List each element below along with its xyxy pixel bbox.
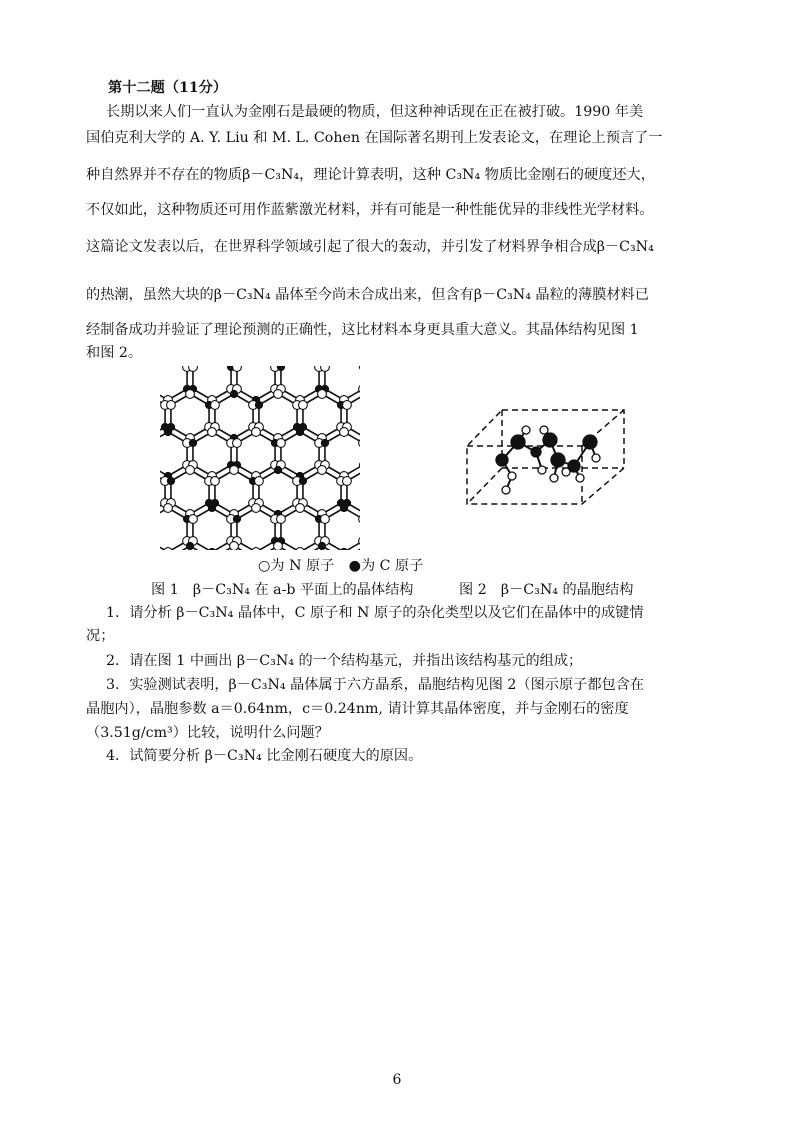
n-atom [522, 426, 530, 434]
c-atom [321, 439, 328, 446]
c-atom [208, 504, 215, 511]
figure-2-caption: 图 2 β－C₃N₄ 的晶胞结构 [459, 582, 634, 598]
question-line: 3．实验测试表明，β－C₃N₄ 晶体属于六方晶系，晶胞结构见图 2（图示原子都包含在 [106, 677, 645, 693]
n-atom [230, 542, 239, 550]
n-atom [592, 454, 600, 462]
c-atom [274, 466, 281, 473]
paragraph-line: 和图 2。 [86, 345, 143, 361]
n-atom [502, 486, 510, 494]
n-atom [252, 504, 261, 513]
c-atom [255, 401, 262, 408]
n-atom [274, 542, 283, 550]
n-atom [274, 390, 283, 399]
question-line: 4．试简要分析 β－C₃N₄ 比金刚石硬度大的原因。 [106, 748, 423, 764]
c-atom [511, 435, 525, 449]
n-atom [164, 504, 173, 513]
n-atom [318, 466, 327, 475]
c-atom [531, 447, 541, 457]
n-atom [189, 366, 198, 371]
n-atom [508, 472, 516, 480]
n-atom [233, 439, 242, 448]
c-atom [340, 504, 347, 511]
paragraph-line: 长期以来人们一直认为金刚石是最硬的物质，但这种神话现在正在被打破。1990 年美 [106, 104, 644, 120]
figure-legend: ○为 N 原子 ●为 C 原子 [258, 558, 424, 574]
n-atom [189, 515, 198, 524]
c-atom [230, 390, 237, 397]
n-atom [321, 366, 330, 371]
c-atom [277, 366, 284, 371]
c-atom [296, 428, 303, 435]
c-atom [583, 435, 597, 449]
question-line: 晶胞内），晶胞参数 a＝0.64nm，c＝0.24nm, 请计算其晶体密度，并与金刚石的密度 [86, 701, 629, 717]
n-atom [186, 466, 195, 475]
figure-1-caption: 图 1 β－C₃N₄ 在 a-b 平面上的晶体结构 [151, 582, 414, 598]
figure-2-unit-cell [462, 400, 632, 510]
n-atom [211, 401, 220, 410]
c-atom [208, 548, 215, 550]
n-atom [296, 548, 305, 550]
figure-1-lattice [160, 366, 360, 550]
question-line: 2．请在图 1 中画出 β－C₃N₄ 的一个结构基元，并指出该结构基元的组成； [106, 653, 583, 669]
n-atom [252, 428, 261, 437]
n-atom [208, 428, 217, 437]
c-atom [551, 453, 565, 467]
c-atom [299, 477, 306, 484]
n-atom [540, 426, 548, 434]
question-line: （3.51g/cm³）比较，说明什么问题？ [86, 725, 329, 741]
paragraph-line: 种自然界并不存在的物质β－C₃N₄，理论计算表明，这种 C₃N₄ 物质比金刚石的硬度还大， [86, 167, 655, 183]
c-atom [359, 366, 360, 371]
n-atom [211, 477, 220, 486]
page-number: 6 [392, 1072, 402, 1088]
lattice-bond [160, 366, 168, 367]
n-atom [164, 548, 173, 550]
c-atom [164, 428, 171, 435]
problem-title: 第十二题（11分） [108, 80, 228, 96]
n-atom [318, 390, 327, 399]
paragraph-line: 不仅如此，这种物质还可用作蓝紫激光材料，并有可能是一种性能优异的非线性光学材料。 [86, 202, 654, 218]
n-atom [277, 515, 286, 524]
n-atom [343, 477, 352, 486]
n-atom [576, 474, 584, 482]
n-atom [562, 468, 570, 476]
n-atom [167, 401, 176, 410]
n-atom [255, 477, 264, 486]
n-atom [321, 515, 330, 524]
n-atom [296, 504, 305, 513]
lattice-bond [344, 366, 360, 367]
c-atom [233, 515, 240, 522]
n-atom [550, 474, 558, 482]
n-atom [343, 401, 352, 410]
question-line: 1．请分析 β－C₃N₄ 晶体中，C 原子和 N 原子的杂化类型以及它们在晶体中的成键情 [106, 605, 644, 621]
c-atom [167, 477, 174, 484]
c-atom [189, 439, 196, 446]
n-atom [230, 466, 239, 475]
c-atom [496, 454, 508, 466]
n-atom [277, 439, 286, 448]
cell-edge [467, 468, 502, 504]
c-atom [186, 542, 193, 549]
n-atom [233, 366, 242, 371]
paragraph-line: 国伯克利大学的 A. Y. Liu 和 M. L. Cohen 在国际著名期刊上发表论文，在理论上预言了一 [86, 130, 663, 146]
n-atom [186, 390, 195, 399]
n-atom [538, 466, 546, 474]
n-atom [252, 548, 261, 550]
c-atom [543, 433, 557, 447]
n-atom [340, 428, 349, 437]
paragraph-line: 经制备成功并验证了理论预测的正确性，这比材料本身更具重大意义。其晶体结构见图 1 [86, 322, 639, 338]
c-atom [340, 548, 347, 550]
question-line: 况； [86, 628, 115, 644]
paragraph-line: 这篇论文发表以后，在世界科学领域引起了很大的轰动，并引发了材料界争相合成β－C₃N₄ [86, 239, 654, 255]
n-atom [299, 401, 308, 410]
c-atom [318, 542, 325, 549]
paragraph-line: 的热潮，虽然大块的β－C₃N₄ 晶体至今尚未合成出来，但含有β－C₃N₄ 晶粒的薄膜材料已 [86, 287, 649, 303]
